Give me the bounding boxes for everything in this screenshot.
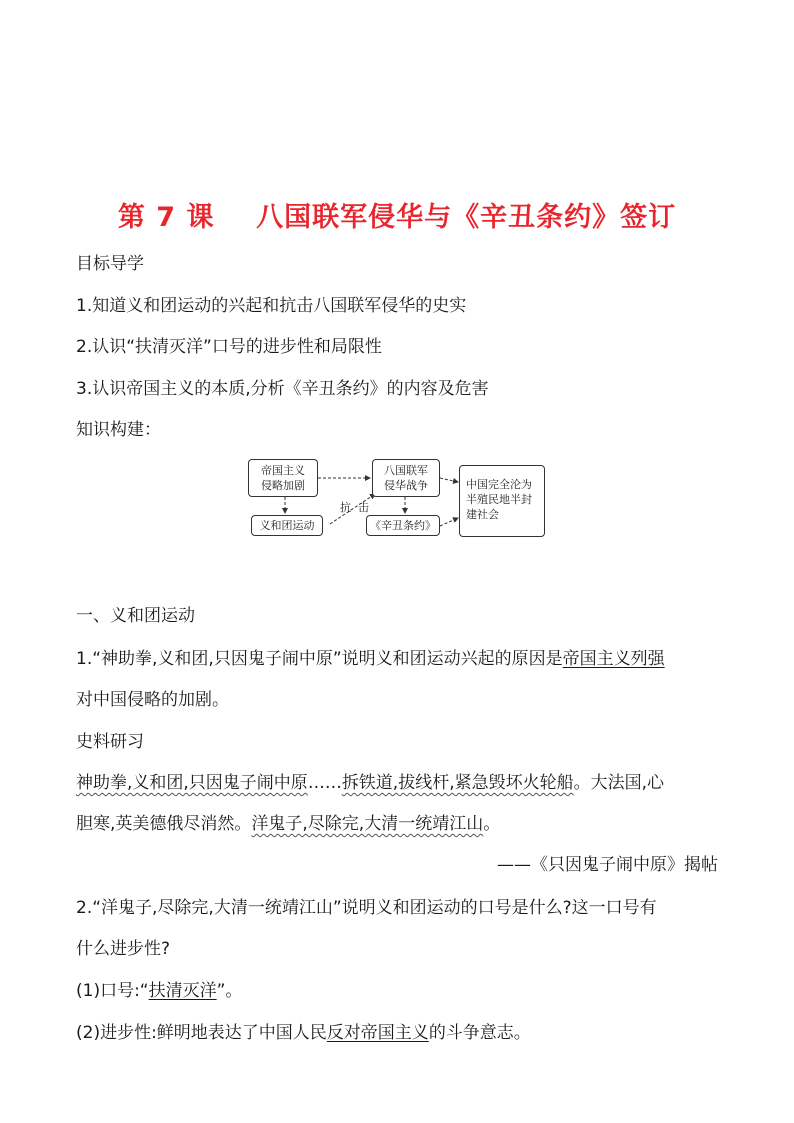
answer-2-end: 的斗争意志。 bbox=[428, 1023, 531, 1043]
source-text-1: 。大法国,心 bbox=[573, 773, 665, 793]
source-text-2: 胆寒,英美德俄尽消然。 bbox=[76, 814, 252, 834]
source-line-2 bbox=[76, 812, 500, 836]
arrow-war-to-result bbox=[440, 478, 458, 482]
box-result bbox=[459, 465, 545, 537]
box-war-line-2: 侵华战争 bbox=[384, 479, 428, 492]
lesson-title: 第 7 课 八国联军侵华与《辛丑条约》签订 bbox=[117, 202, 677, 233]
source-phrase-3: 洋鬼子,尽除完,大清一统靖江山 bbox=[251, 814, 484, 834]
section-heading: 一、义和团运动 bbox=[76, 606, 195, 626]
box-imperialism-line-1: 帝国主义 bbox=[261, 464, 305, 477]
question-1-text: 1.“神助拳,义和团,只因鬼子闹中原”说明义和团运动兴起的原因是 bbox=[76, 649, 563, 669]
box-treaty bbox=[366, 515, 440, 536]
knowledge-heading: 知识构建： bbox=[76, 420, 161, 440]
box-treaty-label: 《辛丑条约》 bbox=[370, 519, 436, 532]
source-line-1 bbox=[76, 771, 664, 795]
label-fight: 抗 击 bbox=[340, 501, 369, 514]
box-result-line-1: 中国完全沦为 bbox=[466, 478, 532, 491]
question-1-continued: 对中国侵略的加剧。 bbox=[76, 690, 229, 710]
arrow-treaty-to-result bbox=[440, 518, 458, 526]
box-result-line-2: 半殖民地半封 bbox=[466, 493, 532, 506]
box-imperialism-line-2: 侵略加剧 bbox=[261, 479, 305, 492]
question-2-line-2: 什么进步性? bbox=[76, 939, 171, 959]
answer-1-end: ”。 bbox=[216, 981, 243, 1001]
box-boxer-movement bbox=[251, 515, 323, 536]
goal-item-3: 3.认识帝国主义的本质,分析《辛丑条约》的内容及危害 bbox=[76, 379, 489, 399]
study-heading: 史料研习 bbox=[76, 732, 144, 752]
box-result-line-3: 建社会 bbox=[466, 508, 499, 521]
source-ellipsis: …… bbox=[307, 773, 342, 793]
box-war bbox=[372, 459, 440, 497]
source-phrase-1: 神助拳,义和团,只因鬼子闹中原 bbox=[76, 773, 308, 793]
answer-1 bbox=[76, 979, 242, 1003]
source-text-3: 。 bbox=[483, 814, 501, 834]
answer-1-blank: 扶清灭洋 bbox=[148, 981, 217, 1001]
question-2-line-1: 2.“洋鬼子,尽除完,大清一统靖江山”说明义和团运动的口号是什么?这一口号有 bbox=[76, 898, 657, 918]
answer-1-text: (1)口号:“ bbox=[76, 981, 149, 1001]
answer-2-text: (2)进步性:鲜明地表达了中国人民 bbox=[76, 1023, 327, 1043]
goal-item-2: 2.认识“扶清灭洋”口号的进步性和局限性 bbox=[76, 337, 382, 357]
goal-item-1: 1.知道义和团运动的兴起和抗击八国联军侵华的史实 bbox=[76, 296, 467, 316]
source-attribution: ——《只因鬼子闹中原》揭帖 bbox=[497, 855, 718, 875]
question-1-answer: 帝国主义列强 bbox=[562, 649, 665, 669]
answer-2-blank: 反对帝国主义 bbox=[326, 1023, 429, 1043]
source-phrase-2: 拆铁道,拔线杆,紧急毁坏火轮船 bbox=[341, 773, 574, 793]
question-1 bbox=[76, 647, 665, 671]
goal-heading: 目标导学 bbox=[76, 254, 144, 274]
box-boxer-label: 义和团运动 bbox=[259, 519, 315, 532]
answer-2 bbox=[76, 1021, 531, 1045]
box-war-line-1: 八国联军 bbox=[384, 464, 428, 477]
box-imperialism bbox=[248, 459, 318, 497]
